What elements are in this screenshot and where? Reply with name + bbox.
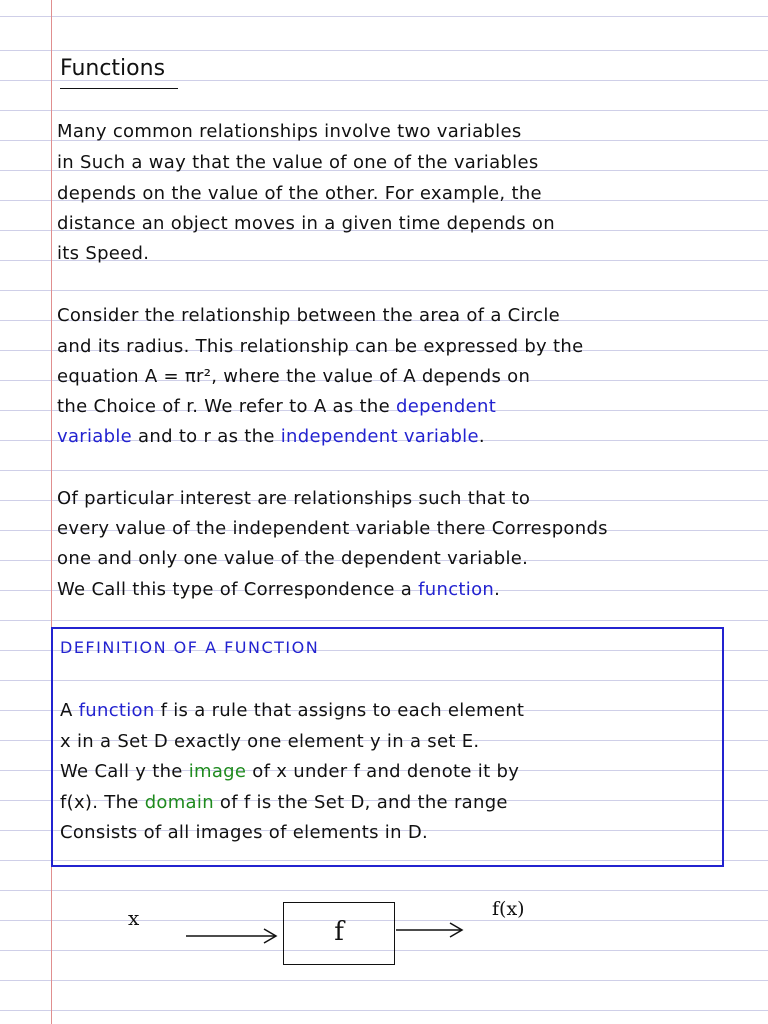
definition-line-2: x in a Set D exactly one element y in a set E. (60, 731, 480, 752)
para3-line-4-period: . (494, 579, 501, 600)
title-underline (60, 88, 178, 89)
function-box-label: f (334, 917, 344, 947)
para2-line-5-period: . (478, 426, 485, 447)
term-function: function (418, 579, 495, 600)
definition-line-4-rest: of f is the Set D, and the range (213, 792, 508, 813)
definition-line-1-start: A (60, 700, 79, 721)
para3-line-4-text: We Call this type of Correspondence a (57, 579, 419, 600)
output-fx-label: f(x) (492, 898, 525, 920)
para3-line-4 (57, 579, 500, 601)
para3-line-2: every value of the independent variable there Corresponds (57, 518, 608, 539)
definition-line-1-rest: f is a rule that assigns to each element (154, 700, 525, 721)
term-variable: variable (57, 426, 133, 447)
page-title: Functions (60, 56, 166, 81)
para2-line-3: equation A = πr², where the value of A depends on (57, 366, 531, 387)
para2-line-2: and its radius. This relationship can be expressed by the (57, 336, 584, 357)
definition-title: DEFINITION OF A FUNCTION (60, 638, 320, 657)
definition-line-3-start: We Call y the (60, 761, 189, 782)
definition-line-4 (60, 792, 508, 814)
para1-line-3: depends on the value of the other. For example, the (57, 183, 542, 204)
para3-line-1: Of particular interest are relationships such that to (57, 488, 531, 509)
term-independent-variable: independent variable (280, 426, 479, 447)
definition-term-domain: domain (144, 792, 214, 813)
para2-line-5-text: and to r as the (132, 426, 281, 447)
para3-line-3: one and only one value of the dependent variable. (57, 548, 529, 569)
para2-line-5 (57, 426, 485, 448)
para2-line-4-text: the Choice of r. We refer to A as the (57, 396, 396, 417)
definition-line-1 (60, 700, 524, 722)
margin-line (51, 0, 52, 1024)
definition-line-3 (60, 761, 519, 783)
definition-line-5: Consists of all images of elements in D. (60, 822, 429, 843)
definition-term-function: function (78, 700, 155, 721)
definition-line-3-rest: of x under f and denote it by (246, 761, 520, 782)
definition-line-4-start: f(x). The (60, 792, 145, 813)
para2-line-4 (57, 396, 496, 418)
para1-line-5: its Speed. (57, 243, 150, 264)
para1-line-2: in Such a way that the value of one of the variables (57, 152, 539, 173)
term-dependent: dependent (395, 396, 497, 417)
function-box (283, 902, 395, 965)
definition-term-image: image (188, 761, 247, 782)
input-arrow-icon (186, 926, 286, 946)
para2-line-1: Consider the relationship between the area of a Circle (57, 305, 561, 326)
para1-line-4: distance an object moves in a given time depends on (57, 213, 555, 234)
output-arrow-icon (396, 920, 476, 940)
para1-line-1: Many common relationships involve two variables (57, 121, 522, 142)
input-x-label: x (128, 906, 140, 930)
